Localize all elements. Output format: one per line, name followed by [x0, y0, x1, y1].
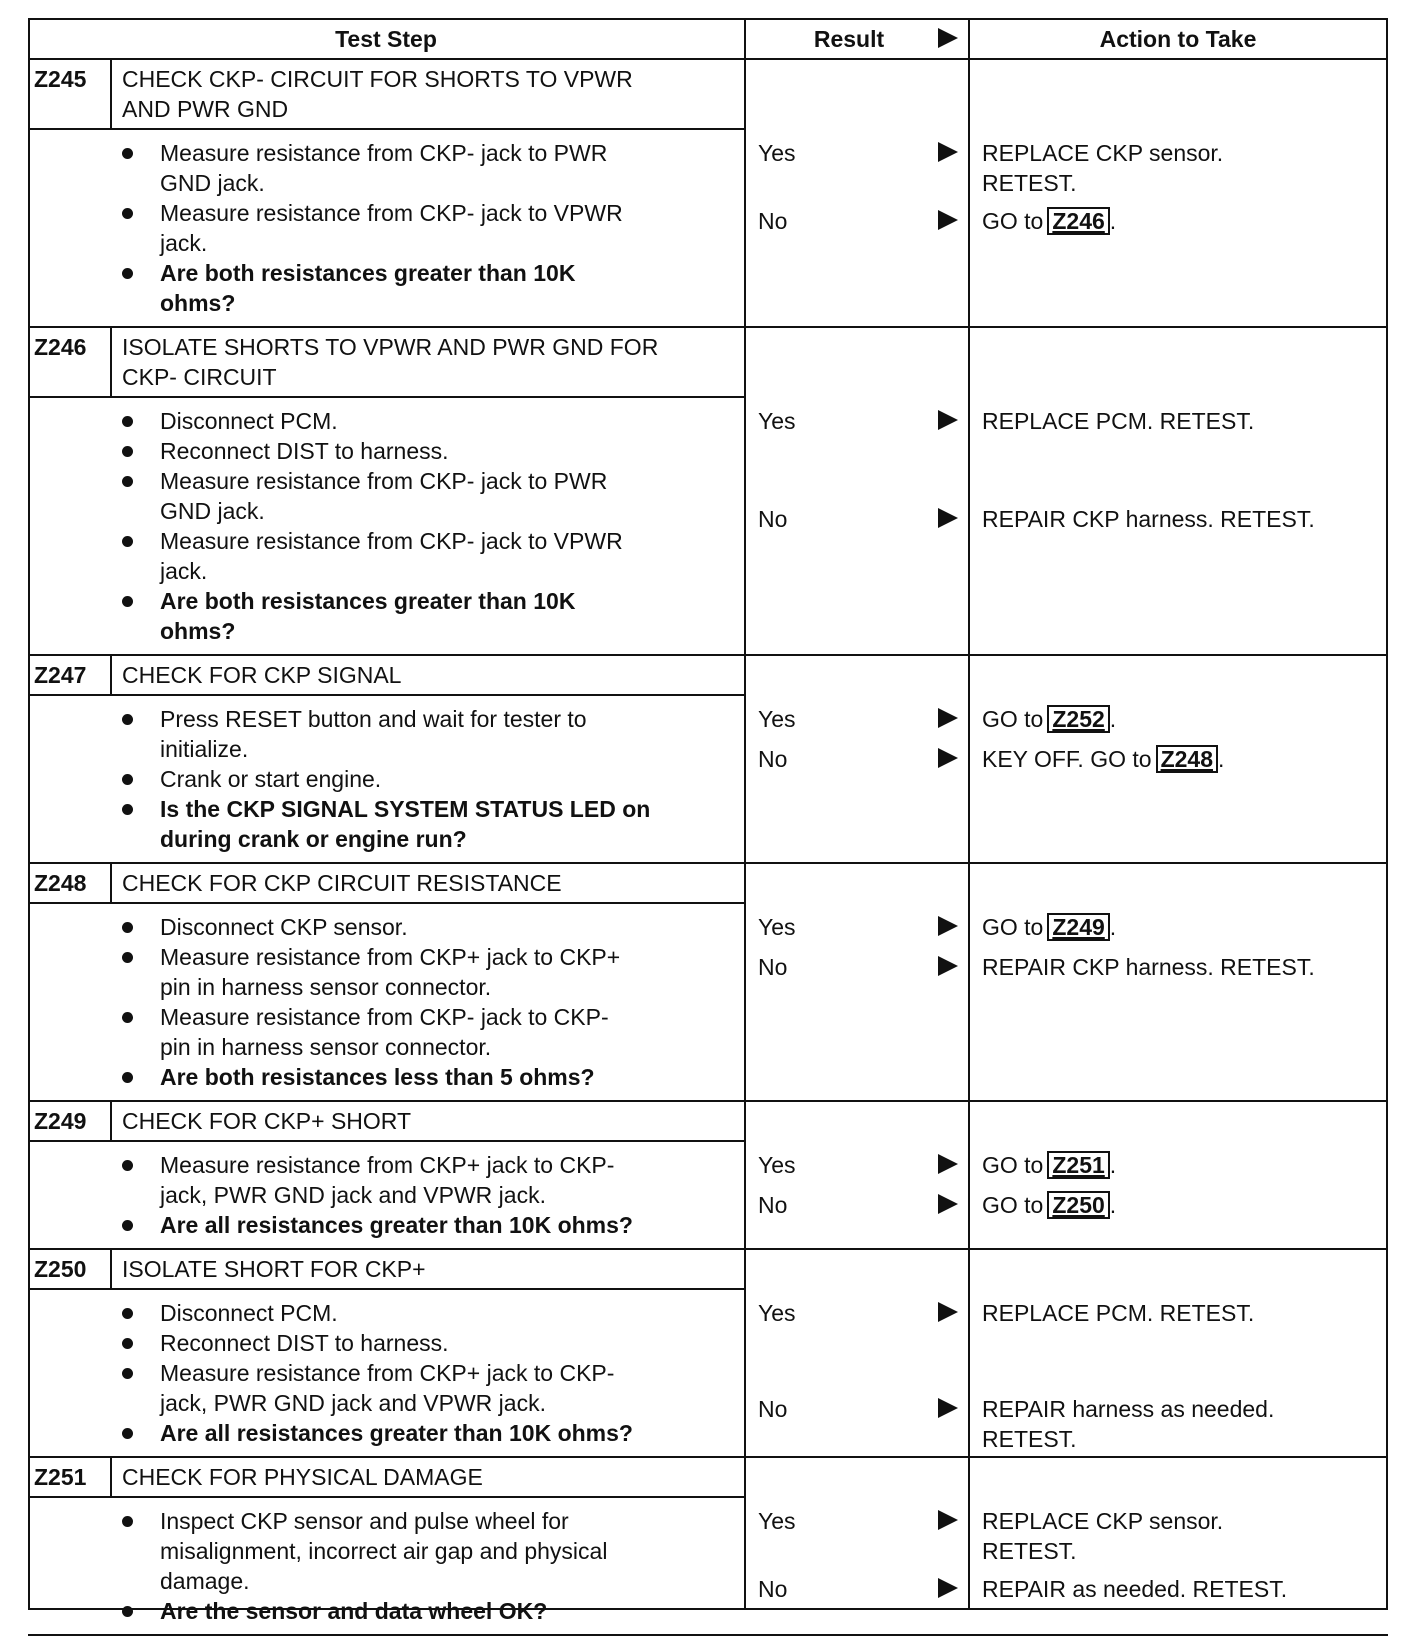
code-divider: [110, 1248, 112, 1288]
action-suffix: .: [1218, 746, 1225, 772]
bullet-icon: [122, 1160, 133, 1171]
result-no: No: [758, 506, 788, 532]
step-instruction: jack, PWR GND jack and VPWR jack.: [160, 1390, 546, 1416]
step-instruction: Disconnect CKP sensor.: [160, 914, 408, 940]
step-instruction: Disconnect PCM.: [160, 408, 338, 434]
step-reference-link[interactable]: Z249: [1047, 913, 1109, 941]
step-instruction: Disconnect PCM.: [160, 1300, 338, 1326]
bullet-icon: [122, 476, 133, 487]
step-title: CHECK CKP- CIRCUIT FOR SHORTS TO VPWR: [122, 66, 633, 92]
step-reference-link[interactable]: Z246: [1047, 207, 1109, 235]
step-instruction: Measure resistance from CKP+ jack to CKP-: [160, 1152, 615, 1178]
result-arrow-icon: [938, 1302, 958, 1322]
action-suffix: .: [1109, 706, 1117, 732]
step-reference-link[interactable]: Z252: [1047, 705, 1109, 733]
step-instruction: Measure resistance from CKP+ jack to CKP-: [160, 1360, 615, 1386]
step-instruction: Press RESET button and wait for tester to: [160, 706, 587, 732]
step-title: ISOLATE SHORTS TO VPWR AND PWR GND FOR: [122, 334, 659, 360]
result-yes: Yes: [758, 1152, 796, 1178]
result-arrow-icon: [938, 1194, 958, 1214]
table-left-border: [28, 18, 30, 1610]
title-divider: [28, 1140, 744, 1142]
code-divider: [110, 862, 112, 902]
step-instruction: pin in harness sensor connector.: [160, 1034, 492, 1060]
step-title: CKP- CIRCUIT: [122, 364, 277, 390]
result-yes: Yes: [758, 706, 796, 732]
bullet-icon: [122, 774, 133, 785]
action-text: [982, 206, 1116, 236]
step-code: Z250: [34, 1256, 87, 1282]
action-base: KEY OFF. GO to: [982, 746, 1152, 772]
title-divider: [28, 1496, 744, 1498]
step-instruction: Measure resistance from CKP- jack to PWR: [160, 468, 608, 494]
step-instruction: Crank or start engine.: [160, 766, 382, 792]
bullet-icon: [122, 1428, 133, 1439]
header-action: Action to Take: [1099, 26, 1257, 52]
result-no: No: [758, 746, 788, 772]
bullet-icon: [122, 446, 133, 457]
row-divider: [28, 1248, 1388, 1250]
action-base: GO to: [982, 1192, 1044, 1218]
result-yes: Yes: [758, 140, 796, 166]
step-reference-link[interactable]: Z248: [1156, 745, 1218, 773]
action-text: REPAIR CKP harness. RETEST.: [982, 954, 1315, 980]
result-arrow-icon: [938, 410, 958, 430]
action-text: REPLACE PCM. RETEST.: [982, 1300, 1255, 1326]
title-divider: [28, 902, 744, 904]
row-divider: [28, 326, 1388, 328]
step-instruction: Inspect CKP sensor and pulse wheel for: [160, 1508, 569, 1534]
action-text: RETEST.: [982, 1538, 1077, 1564]
step-question: Is the CKP SIGNAL SYSTEM STATUS LED on: [160, 796, 651, 822]
table-top-border: [28, 18, 1388, 20]
action-text: RETEST.: [982, 170, 1077, 196]
result-no: No: [758, 954, 788, 980]
row-divider: [28, 862, 1388, 864]
header-test-step: Test Step: [335, 26, 437, 52]
bullet-icon: [122, 922, 133, 933]
step-instruction: jack.: [160, 558, 208, 584]
bullet-icon: [122, 268, 133, 279]
result-arrow-icon: [938, 142, 958, 162]
action-text: REPAIR as needed. RETEST.: [982, 1576, 1288, 1602]
action-base: GO to: [982, 706, 1044, 732]
step-code: Z246: [34, 334, 87, 360]
result-arrow-icon: [938, 28, 958, 48]
action-suffix: .: [1109, 914, 1117, 940]
step-question: ohms?: [160, 618, 236, 644]
step-instruction: damage.: [160, 1568, 250, 1594]
result-arrow-icon: [938, 508, 958, 528]
table-right-border: [1386, 18, 1388, 1610]
action-text: RETEST.: [982, 1426, 1077, 1452]
step-title: CHECK FOR CKP+ SHORT: [122, 1108, 412, 1134]
bullet-icon: [122, 1516, 133, 1527]
code-divider: [110, 58, 112, 128]
bullet-icon: [122, 1012, 133, 1023]
action-text: REPLACE CKP sensor.: [982, 140, 1224, 166]
bullet-icon: [122, 416, 133, 427]
result-arrow-icon: [938, 1578, 958, 1598]
step-question: Are both resistances less than 5 ohms?: [160, 1064, 595, 1090]
step-title: CHECK FOR PHYSICAL DAMAGE: [122, 1464, 483, 1490]
step-title: ISOLATE SHORT FOR CKP+: [122, 1256, 426, 1282]
step-question: during crank or engine run?: [160, 826, 467, 852]
action-text: [982, 912, 1116, 942]
bullet-icon: [122, 804, 133, 815]
row-divider: [28, 654, 1388, 656]
code-divider: [110, 326, 112, 396]
result-yes: Yes: [758, 1508, 796, 1534]
action-text: [982, 1190, 1116, 1220]
step-reference-link[interactable]: Z251: [1047, 1151, 1109, 1179]
title-divider: [28, 128, 744, 130]
step-code: Z245: [34, 66, 87, 92]
title-divider: [28, 396, 744, 398]
result-no: No: [758, 1396, 788, 1422]
result-yes: Yes: [758, 1300, 796, 1326]
step-code: Z248: [34, 870, 87, 896]
step-instruction: misalignment, incorrect air gap and physical: [160, 1538, 608, 1564]
title-divider: [28, 1288, 744, 1290]
step-question: Are the sensor and data wheel OK?: [160, 1598, 548, 1624]
step-instruction: Measure resistance from CKP- jack to PWR: [160, 140, 608, 166]
bullet-icon: [122, 208, 133, 219]
step-instruction: Reconnect DIST to harness.: [160, 1330, 449, 1356]
step-instruction: GND jack.: [160, 498, 265, 524]
result-arrow-icon: [938, 1398, 958, 1418]
header-result: Result: [813, 26, 885, 52]
step-instruction: Measure resistance from CKP- jack to VPWR: [160, 528, 623, 554]
result-yes: Yes: [758, 408, 796, 434]
row-divider: [28, 1100, 1388, 1102]
bullet-icon: [122, 1606, 133, 1617]
step-question: Are both resistances greater than 10K: [160, 260, 576, 286]
result-no: No: [758, 1192, 788, 1218]
step-instruction: pin in harness sensor connector.: [160, 974, 492, 1000]
action-column-divider: [968, 18, 970, 1610]
step-instruction: jack.: [160, 230, 208, 256]
code-divider: [110, 654, 112, 694]
action-suffix: .: [1109, 1192, 1117, 1218]
action-base: GO to: [982, 914, 1044, 940]
action-text: [982, 1150, 1116, 1180]
bullet-icon: [122, 148, 133, 159]
result-arrow-icon: [938, 1510, 958, 1530]
bullet-icon: [122, 596, 133, 607]
step-instruction: Measure resistance from CKP- jack to VPWR: [160, 200, 623, 226]
result-arrow-icon: [938, 956, 958, 976]
header-divider: [28, 58, 1388, 60]
action-suffix: .: [1109, 1152, 1117, 1178]
step-question: Are all resistances greater than 10K ohms?: [160, 1212, 633, 1238]
result-arrow-icon: [938, 916, 958, 936]
step-instruction: Reconnect DIST to harness.: [160, 438, 449, 464]
step-instruction: Measure resistance from CKP+ jack to CKP+: [160, 944, 621, 970]
step-code: Z247: [34, 662, 87, 688]
action-text: REPLACE CKP sensor.: [982, 1508, 1224, 1534]
step-question: ohms?: [160, 290, 236, 316]
step-question: Are both resistances greater than 10K: [160, 588, 576, 614]
step-instruction: GND jack.: [160, 170, 265, 196]
row-divider: [28, 1456, 1388, 1458]
result-arrow-icon: [938, 708, 958, 728]
bullet-icon: [122, 714, 133, 725]
bullet-icon: [122, 1072, 133, 1083]
result-arrow-icon: [938, 210, 958, 230]
action-text: [982, 704, 1116, 734]
bullet-icon: [122, 1308, 133, 1319]
step-title: AND PWR GND: [122, 96, 289, 122]
result-no: No: [758, 1576, 788, 1602]
step-code: Z249: [34, 1108, 87, 1134]
bullet-icon: [122, 1220, 133, 1231]
step-title: CHECK FOR CKP CIRCUIT RESISTANCE: [122, 870, 562, 896]
bullet-icon: [122, 536, 133, 547]
result-no: No: [758, 208, 788, 234]
step-instruction: Measure resistance from CKP- jack to CKP-: [160, 1004, 609, 1030]
result-arrow-icon: [938, 1154, 958, 1174]
result-yes: Yes: [758, 914, 796, 940]
step-title: CHECK FOR CKP SIGNAL: [122, 662, 402, 688]
bullet-icon: [122, 952, 133, 963]
step-code: Z251: [34, 1464, 87, 1490]
action-text: REPAIR harness as needed.: [982, 1396, 1275, 1422]
action-base: GO to: [982, 208, 1044, 234]
result-column-divider: [744, 18, 746, 1610]
result-arrow-icon: [938, 748, 958, 768]
action-text: REPAIR CKP harness. RETEST.: [982, 506, 1315, 532]
step-question: Are all resistances greater than 10K ohms?: [160, 1420, 633, 1446]
title-divider: [28, 694, 744, 696]
code-divider: [110, 1456, 112, 1496]
code-divider: [110, 1100, 112, 1140]
diagnostic-table: [28, 18, 1388, 1624]
step-instruction: initialize.: [160, 736, 249, 762]
action-suffix: .: [1109, 208, 1117, 234]
action-text: [982, 744, 1224, 774]
bullet-icon: [122, 1338, 133, 1349]
step-instruction: jack, PWR GND jack and VPWR jack.: [160, 1182, 546, 1208]
action-text: REPLACE PCM. RETEST.: [982, 408, 1255, 434]
step-reference-link[interactable]: Z250: [1047, 1191, 1109, 1219]
bullet-icon: [122, 1368, 133, 1379]
action-base: GO to: [982, 1152, 1044, 1178]
